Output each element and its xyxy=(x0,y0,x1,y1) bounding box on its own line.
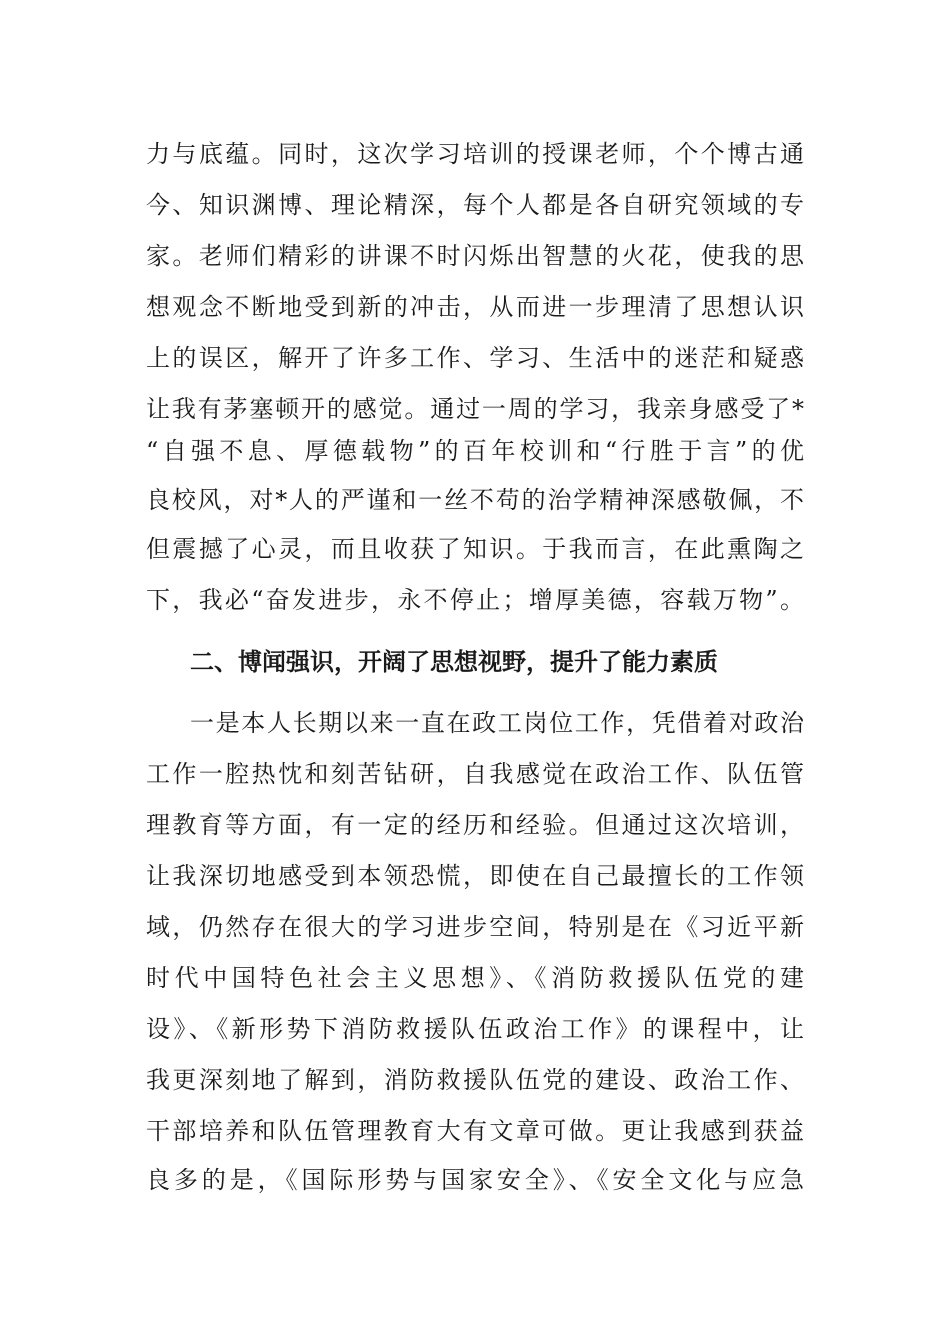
section-heading: 二、博闻强识，开阔了思想视野，提升了能力素质 xyxy=(190,648,718,676)
paragraph-line: 时代中国特色社会主义思想》、《消防救援队伍党的建 xyxy=(146,964,804,992)
paragraph-line: 下，我必“奋发进步，永不停止；增厚美德，容载万物”。 xyxy=(146,586,804,614)
paragraph-line: 让我深切地感受到本领恐慌，即使在自己最擅长的工作领 xyxy=(146,862,804,890)
paragraph-line: 上的误区，解开了许多工作、学习、生活中的迷茫和疑惑 xyxy=(146,344,804,372)
paragraph-line: 良多的是，《国际形势与国家安全》、《安全文化与应急 xyxy=(146,1166,804,1194)
paragraph-line: 力与底蕴。同时，这次学习培训的授课老师，个个博古通 xyxy=(146,140,804,168)
paragraph-line: 让我有茅塞顿开的感觉。通过一周的学习，我亲身感受了* xyxy=(146,395,804,423)
paragraph-line: 设》、《新形势下消防救援队伍政治工作》的课程中，让 xyxy=(146,1015,804,1043)
paragraph-line: 我更深刻地了解到，消防救援队伍党的建设、政治工作、 xyxy=(146,1066,804,1094)
paragraph-line: 今、知识渊博、理论精深，每个人都是各自研究领域的专 xyxy=(146,191,804,219)
paragraph-line: 良校风，对*人的严谨和一丝不苟的治学精神深感敬佩，不 xyxy=(146,486,804,514)
paragraph-line: 一是本人长期以来一直在政工岗位工作，凭借着对政治 xyxy=(190,709,804,737)
paragraph-line: 理教育等方面，有一定的经历和经验。但通过这次培训， xyxy=(146,811,804,839)
paragraph-line: 域，仍然存在很大的学习进步空间，特别是在《习近平新 xyxy=(146,913,804,941)
paragraph-line: 干部培养和队伍管理教育大有文章可做。更让我感到获益 xyxy=(146,1117,804,1145)
paragraph-line: 但震撼了心灵，而且收获了知识。于我而言，在此熏陶之 xyxy=(146,535,804,563)
paragraph-line: “自强不息、厚德载物”的百年校训和“行胜于言”的优 xyxy=(146,437,804,465)
paragraph-line: 家。老师们精彩的讲课不时闪烁出智慧的火花，使我的思 xyxy=(146,242,804,270)
paragraph-line: 想观念不断地受到新的冲击，从而进一步理清了思想认识 xyxy=(146,293,804,321)
paragraph-line: 工作一腔热忱和刻苦钻研，自我感觉在政治工作、队伍管 xyxy=(146,760,804,788)
